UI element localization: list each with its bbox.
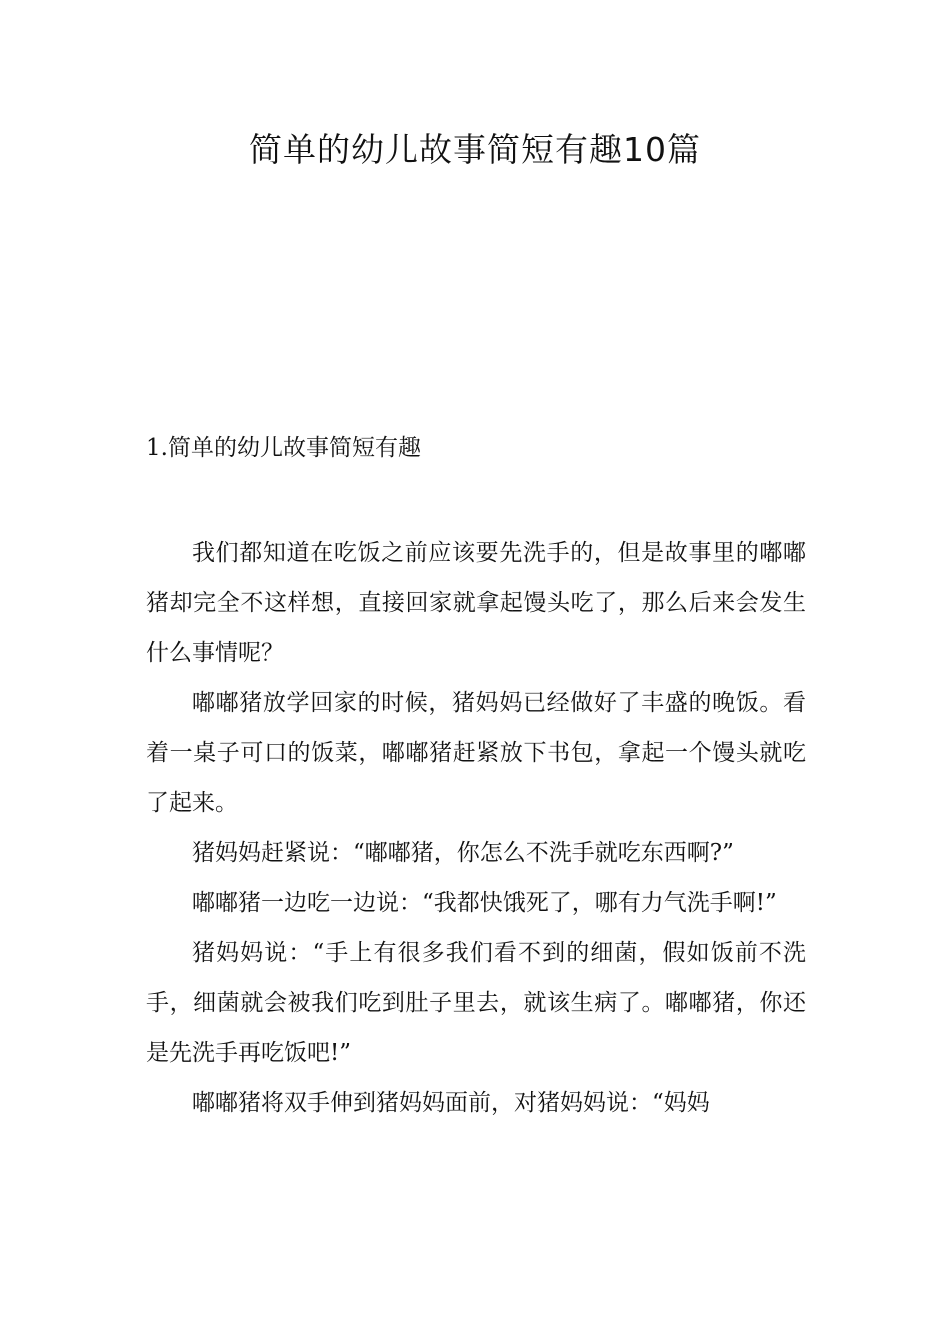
paragraph: 嘟嘟猪一边吃一边说：“我都快饿死了，哪有力气洗手啊!” [192, 890, 777, 916]
section-heading: 1.简单的幼儿故事简短有趣 [146, 435, 421, 461]
paragraph: 我们都知道在吃饭之前应该要先洗手的，但是故事里的嘟嘟猪却完全不这样想，直接回家就拿起馒头吃了，那么后来会发生什么事情呢？ [146, 540, 806, 666]
paragraph: 猪妈妈说：“手上有很多我们看不到的细菌，假如饭前不洗手，细菌就会被我们吃到肚子里去，就该生病了。嘟嘟猪，你还是先洗手再吃饭吧!” [146, 940, 806, 1066]
paragraph: 嘟嘟猪放学回家的时候，猪妈妈已经做好了丰盛的晚饭。看着一桌子可口的饭菜，嘟嘟猪赶紧放下书包，拿起一个馒头就吃了起来。 [146, 690, 806, 816]
story-body [146, 528, 806, 1128]
paragraph: 嘟嘟猪将双手伸到猪妈妈面前，对猪妈妈说：“妈妈 [192, 1090, 710, 1116]
paragraph: 猪妈妈赶紧说：“嘟嘟猪，你怎么不洗手就吃东西啊?” [192, 840, 734, 866]
document-title: 简单的幼儿故事简短有趣10篇 [249, 130, 701, 169]
